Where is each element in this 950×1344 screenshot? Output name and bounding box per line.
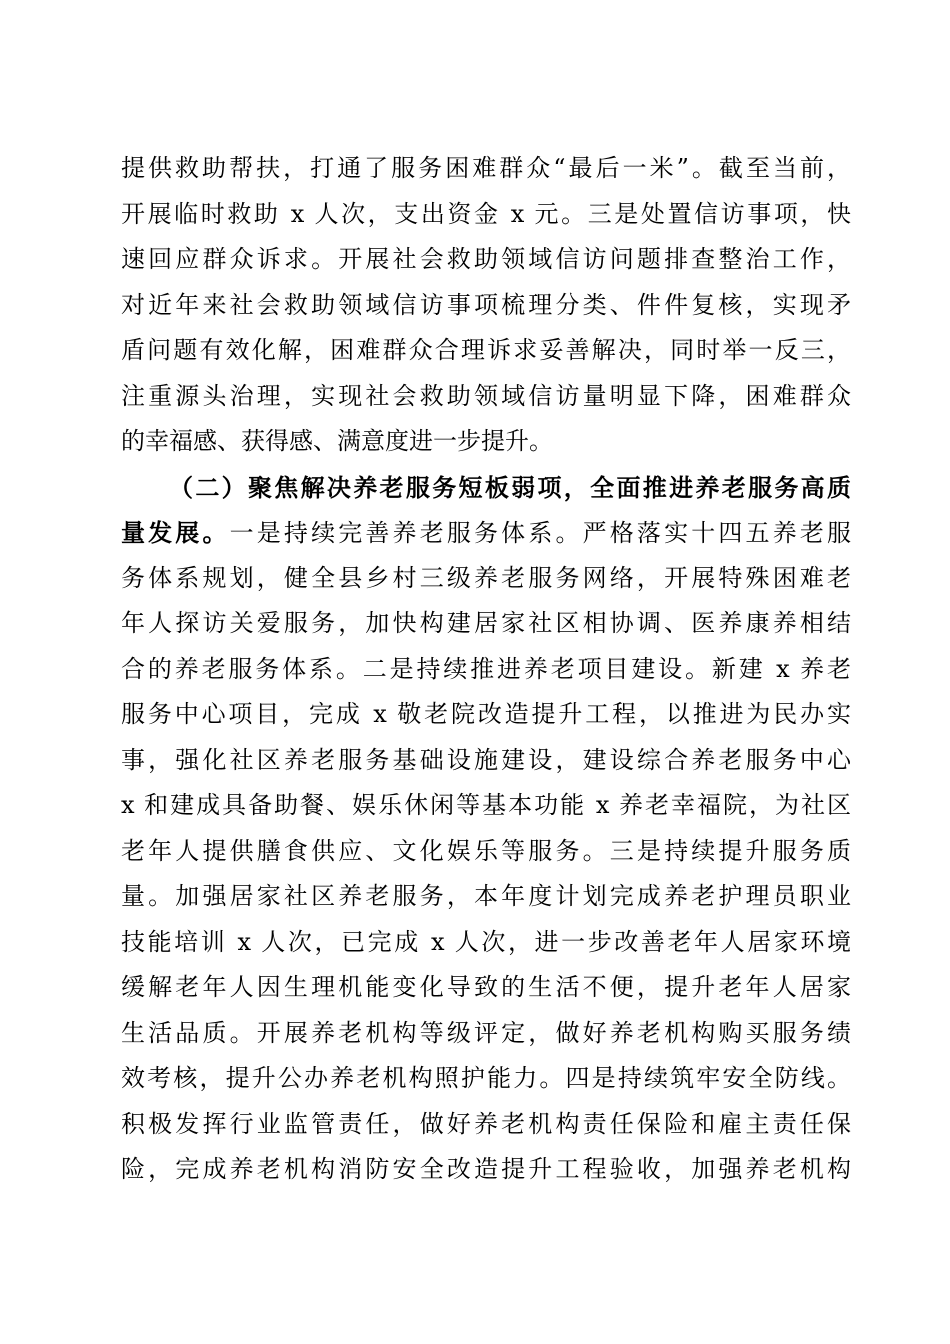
text-line: 合的养老服务体系。二是持续推进养老项目建设。新建 x 养老 [121, 654, 851, 683]
text-line: x 和建成具备助餐、娱乐休闲等基本功能 x 养老幸福院，为社区 [121, 791, 851, 819]
text-line: 开展临时救助 x 人次，支出资金 x 元。三是处置信访事项，快 [121, 199, 851, 228]
text-line [121, 510, 851, 556]
text-segment: 一是持续完善养老服务体系。严格落实十四五养老服 [229, 519, 852, 547]
text-line: 务体系规划，健全县乡村三级养老服务网络，开展特殊困难老 [121, 563, 851, 592]
text-line: 量。加强居家社区养老服务，本年度计划完成养老护理员职业 [121, 882, 851, 910]
text-line: 缓解老年人因生理机能变化导致的生活不便，提升老年人居家 [121, 973, 851, 1001]
text-line: 技能培训 x 人次，已完成 x 人次，进一步改善老年人居家环境 [121, 927, 851, 956]
text-line: 效考核，提升公办养老机构照护能力。四是持续筑牢安全防线。 [121, 1064, 851, 1092]
text-line: 的幸福感、获得感、满意度进一步提升。 [121, 427, 553, 455]
text-line: 速回应群众诉求。开展社会救助领域信访问题排查整治工作， [121, 245, 851, 273]
text-line: 对近年来社会救助领域信访事项梳理分类、件件复核，实现矛 [121, 290, 851, 319]
text-line: 服务中心项目，完成 x 敬老院改造提升工程，以推进为民办实 [121, 700, 851, 728]
text-line: 盾问题有效化解，困难群众合理诉求妥善解决，同时举一反三， [121, 336, 851, 364]
paragraph-social-assistance [121, 146, 851, 465]
text-line: 老年人提供膳食供应、文化娱乐等服务。三是持续提升服务质 [121, 836, 851, 865]
section-heading: （二）聚焦解决养老服务短板弱项，全面推进养老服务高质 [169, 472, 851, 502]
text-line: 年人探访关爱服务，加快构建居家社区相协调、医养康养相结 [121, 609, 851, 637]
text-line: 积极发挥行业监管责任，做好养老机构责任保险和雇主责任保 [121, 1109, 851, 1138]
paragraph-elderly-care [121, 465, 851, 1193]
document-body [121, 146, 851, 1193]
text-line: 注重源头治理，实现社会救助领域信访量明显下降，困难群众 [121, 381, 851, 410]
text-line: 生活品质。开展养老机构等级评定，做好养老机构购买服务绩 [121, 1018, 851, 1047]
text-line: 事，强化社区养老服务基础设施建设，建设综合养老服务中心 [121, 745, 851, 774]
text-line: 提供救助帮扶，打通了服务困难群众“最后一米”。截至当前， [121, 154, 851, 182]
section-heading-end: 量发展。 [121, 518, 230, 547]
text-line: 险，完成养老机构消防安全改造提升工程验收，加强养老机构 [121, 1155, 851, 1183]
